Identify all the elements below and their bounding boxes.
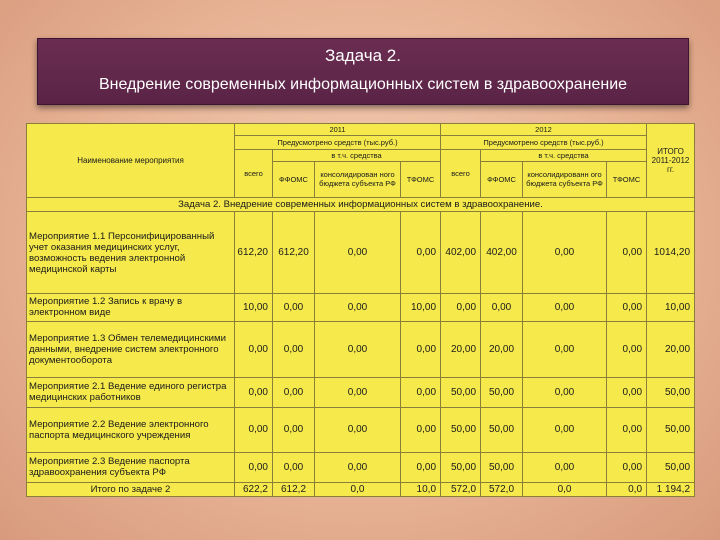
cell-2012-consolidated: 0,00: [523, 212, 607, 294]
total-itogo: 1 194,2: [647, 482, 695, 496]
cell-2012-consolidated: 0,00: [523, 407, 607, 452]
header-itogo: ИТОГО 2011-2012 гг.: [647, 124, 695, 198]
cell-itogo: 50,00: [647, 407, 695, 452]
table-row: [27, 378, 695, 408]
cell-itogo: 20,00: [647, 321, 695, 377]
row-name: Мероприятие 2.2 Ведение электронного паспорта медицинского учреждения: [27, 407, 235, 452]
cell-2012-ffoms: 20,00: [481, 321, 523, 377]
cell-2011-tfoms: 0,00: [401, 407, 441, 452]
cell-2012-total: 402,00: [441, 212, 481, 294]
cell-2012-tfoms: 0,00: [607, 407, 647, 452]
cell-2011-tfoms: 0,00: [401, 378, 441, 408]
row-name: Мероприятие 1.3 Обмен телемедицинскими данными, внедрение систем электронного документооборота: [27, 321, 235, 377]
cell-2012-tfoms: 0,00: [607, 294, 647, 322]
header-year-2012: 2012: [441, 124, 647, 136]
total-2012-ffoms: 572,0: [481, 482, 523, 496]
cell-2012-ffoms: 0,00: [481, 294, 523, 322]
header-ffoms-2011: ФФОМС: [273, 161, 315, 197]
cell-2012-consolidated: 0,00: [523, 452, 607, 482]
cell-2011-ffoms: 612,20: [273, 212, 315, 294]
cell-itogo: 10,00: [647, 294, 695, 322]
cell-2011-tfoms: 0,00: [401, 321, 441, 377]
cell-2011-ffoms: 0,00: [273, 294, 315, 322]
cell-2012-tfoms: 0,00: [607, 321, 647, 377]
cell-2011-tfoms: 0,00: [401, 212, 441, 294]
total-2011-total: 622,2: [235, 482, 273, 496]
cell-2011-consolidated: 0,00: [315, 378, 401, 408]
header-total-2012: всего: [441, 149, 481, 197]
budget-table: [26, 123, 695, 497]
cell-2011-consolidated: 0,00: [315, 452, 401, 482]
cell-2011-ffoms: 0,00: [273, 378, 315, 408]
slide-subtitle: Внедрение современных информационных систем в здравоохранение: [98, 76, 628, 93]
total-row-name: Итого по задаче 2: [27, 482, 235, 496]
row-name: Мероприятие 1.2 Запись к врачу в электронном виде: [27, 294, 235, 322]
cell-2012-consolidated: 0,00: [523, 378, 607, 408]
table-row: [27, 212, 695, 294]
section-title: Задача 2. Внедрение современных информационных систем в здравоохранение.: [27, 197, 695, 211]
header-tfoms-2011: ТФОМС: [401, 161, 441, 197]
total-2011-tfoms: 10,0: [401, 482, 441, 496]
cell-itogo: 50,00: [647, 452, 695, 482]
row-name: Мероприятие 2.3 Ведение паспорта здравоохранения субъекта РФ: [27, 452, 235, 482]
cell-2011-consolidated: 0,00: [315, 212, 401, 294]
total-2012-total: 572,0: [441, 482, 481, 496]
cell-2011-ffoms: 0,00: [273, 321, 315, 377]
cell-2012-ffoms: 402,00: [481, 212, 523, 294]
cell-2011-tfoms: 0,00: [401, 452, 441, 482]
cell-2011-ffoms: 0,00: [273, 452, 315, 482]
cell-2011-total: 10,00: [235, 294, 273, 322]
budget-table-wrapper: [26, 123, 694, 497]
cell-2012-tfoms: 0,00: [607, 212, 647, 294]
cell-2012-total: 50,00: [441, 407, 481, 452]
cell-2011-total: 0,00: [235, 321, 273, 377]
total-2012-tfoms: 0,0: [607, 482, 647, 496]
header-total-2011: всего: [235, 149, 273, 197]
total-2011-consolidated: 0,0: [315, 482, 401, 496]
row-name: Мероприятие 1.1 Персонифицированный учет оказания медицинских услуг, возможность ведения электронной медицинской карты: [27, 212, 235, 294]
cell-2012-tfoms: 0,00: [607, 378, 647, 408]
header-consolidated-2011: консолидирован ного бюджета субъекта РФ: [315, 161, 401, 197]
cell-2012-consolidated: 0,00: [523, 321, 607, 377]
table-total-row: [27, 482, 695, 496]
header-name: Наименование мероприятия: [27, 124, 235, 198]
header-provided-2012: Предусмотрено средств (тыс.руб.): [441, 136, 647, 149]
header-tfoms-2012: ТФОМС: [607, 161, 647, 197]
cell-2011-consolidated: 0,00: [315, 407, 401, 452]
cell-2012-tfoms: 0,00: [607, 452, 647, 482]
cell-2012-ffoms: 50,00: [481, 378, 523, 408]
cell-2011-consolidated: 0,00: [315, 294, 401, 322]
cell-2011-total: 0,00: [235, 407, 273, 452]
cell-2011-ffoms: 0,00: [273, 407, 315, 452]
cell-itogo: 50,00: [647, 378, 695, 408]
header-provided-2011: Предусмотрено средств (тыс.руб.): [235, 136, 441, 149]
cell-2011-total: 612,20: [235, 212, 273, 294]
total-2011-ffoms: 612,2: [273, 482, 315, 496]
cell-2011-consolidated: 0,00: [315, 321, 401, 377]
header-ffoms-2012: ФФОМС: [481, 161, 523, 197]
slide-title-box: [37, 38, 689, 105]
table-row: [27, 452, 695, 482]
cell-2012-total: 50,00: [441, 378, 481, 408]
cell-2012-ffoms: 50,00: [481, 407, 523, 452]
slide-title: Задача 2.: [325, 46, 401, 65]
cell-itogo: 1014,20: [647, 212, 695, 294]
cell-2011-total: 0,00: [235, 452, 273, 482]
cell-2012-total: 50,00: [441, 452, 481, 482]
cell-2012-total: 0,00: [441, 294, 481, 322]
total-2012-consolidated: 0,0: [523, 482, 607, 496]
cell-2012-total: 20,00: [441, 321, 481, 377]
cell-2012-ffoms: 50,00: [481, 452, 523, 482]
header-incl-2012: в т.ч. средства: [481, 149, 647, 161]
cell-2012-consolidated: 0,00: [523, 294, 607, 322]
table-row: [27, 407, 695, 452]
table-row: [27, 321, 695, 377]
table-row: [27, 294, 695, 322]
header-incl-2011: в т.ч. средства: [273, 149, 441, 161]
header-year-2011: 2011: [235, 124, 441, 136]
header-consolidated-2012: консолидированн ого бюджета субъекта РФ: [523, 161, 607, 197]
row-name: Мероприятие 2.1 Ведение единого регистра медицинских работников: [27, 378, 235, 408]
cell-2011-tfoms: 10,00: [401, 294, 441, 322]
cell-2011-total: 0,00: [235, 378, 273, 408]
